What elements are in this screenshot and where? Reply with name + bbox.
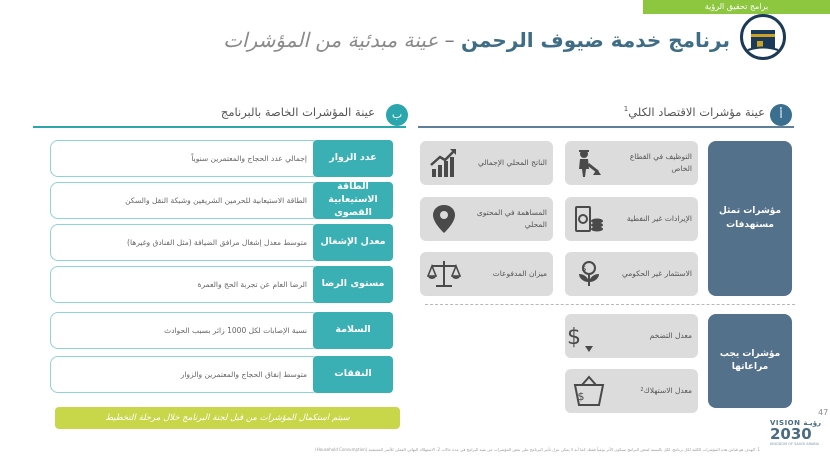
program-name: برنامج خدمة ضيوف الرحمن xyxy=(460,28,730,52)
scale-icon xyxy=(426,256,462,292)
kpi-description: الرضا العام عن تجربة الحج والعمرة xyxy=(50,266,320,303)
kpi-name: السلامة xyxy=(313,312,393,349)
consumption-label-text: معدل الاستهلاك xyxy=(643,386,692,396)
kpi-name: مستوى الرضا xyxy=(313,266,393,303)
growth-chart-icon xyxy=(426,145,462,181)
kpi-description: الطاقة الاستيعابية للحرمين الشريفين وشبكة النقل والسكن xyxy=(50,182,320,219)
indicator-consumption xyxy=(565,369,698,413)
title-subtitle: عينة مبدئية من المؤشرات xyxy=(223,28,439,52)
right-section-title-text: عينة مؤشرات الاقتصاد الكلي xyxy=(628,105,765,119)
planning-note: سيتم استكمال المؤشرات من قبل لجنة البرنامج خلال مرحلة التخطيط xyxy=(55,407,400,429)
kpi-description: متوسط معدل إشغال مرافق الضيافة (مثل الفنادق وغيرها) xyxy=(50,224,320,261)
basket-icon xyxy=(571,373,607,409)
right-section-divider xyxy=(418,126,794,128)
right-section-badge: أ xyxy=(770,104,792,126)
kpi-row-visitors xyxy=(50,140,393,177)
indicator-label: معدل التضخم xyxy=(649,331,692,341)
indicator-label: المساهمة في المحتوى المحلي xyxy=(476,208,547,229)
indicator-label: ميزان المدفوعات xyxy=(492,269,547,279)
kpi-row-occupancy xyxy=(50,224,393,261)
kpi-description: إجمالي عدد الحجاج والمعتمرين سنوياً xyxy=(50,140,320,177)
location-pin-icon xyxy=(426,201,462,237)
category-separator xyxy=(425,304,795,305)
indicator-nonoil-revenue xyxy=(565,197,698,241)
consumption-sup: 2 xyxy=(640,387,644,394)
indicator-label xyxy=(610,369,692,413)
right-section-title xyxy=(480,105,765,119)
left-section-badge: ب xyxy=(386,104,408,126)
left-section-divider xyxy=(33,126,406,128)
indicator-inflation xyxy=(565,314,698,358)
kaaba-logo-icon xyxy=(740,14,786,60)
kpi-row-safety xyxy=(50,312,393,349)
left-section-title: عينة المؤشرات الخاصة بالبرنامج xyxy=(220,105,375,119)
worker-icon xyxy=(571,145,607,181)
vision-year: 2030 xyxy=(770,425,812,443)
category-watch: مؤشرات يجب مراعاتها xyxy=(708,314,792,408)
svg-text:$: $ xyxy=(581,264,587,273)
investment-plant-icon xyxy=(571,256,607,292)
kpi-name: عدد الزوار xyxy=(313,140,393,177)
kpi-description: نسبة الإصابات لكل 1000 زائر بسبب الحوادث xyxy=(50,312,320,349)
title-dash: – xyxy=(444,28,455,52)
kpi-description: متوسط إنفاق الحجاج والمعتمرين والزوار xyxy=(50,356,320,393)
indicator-gdp xyxy=(420,141,553,185)
vision-subtitle: KINGDOM OF SAUDI ARABIA xyxy=(770,442,820,446)
kpi-row-expenses xyxy=(50,356,393,393)
indicator-label: التوظيف في القطاع الخاص xyxy=(629,152,692,173)
program-tag: برامج تحقيق الرؤية xyxy=(643,0,830,14)
page-number: 47 xyxy=(818,408,829,417)
indicator-label: الاستثمار غير الحكومي xyxy=(621,269,692,279)
kpi-name: معدل الإشغال xyxy=(313,224,393,261)
kpi-row-satisfaction xyxy=(50,266,393,303)
indicator-local-content xyxy=(420,197,553,241)
indicator-label: الإيرادات غير النفطية xyxy=(626,214,692,224)
kpi-row-capacity xyxy=(50,182,393,219)
page-title xyxy=(223,28,730,52)
indicator-label: الناتج المحلي الإجمالي xyxy=(477,158,547,168)
footnote: 1. الهدف هو قياس هذه المؤشرات الكلية لكل برنامج، لكل بالنسبة لبعض البرامج سيكون الأثر نوعياً فقط، كما أنه لا يمكن عزل تأثير البرنامج على بعض المؤشرات عن بقية البرامج في عدة حالات 2. الاستهلاك النهائي الفعلي للأسر المعيشية (Household Consumption) xyxy=(315,447,760,452)
vision-2030-logo xyxy=(770,419,826,463)
dollar-icon xyxy=(567,318,607,354)
kpi-name: النفقات xyxy=(313,356,393,393)
vision-arabic: رؤيـة xyxy=(803,419,822,427)
indicator-private-employment xyxy=(565,141,698,185)
right-section-title-sup: 1 xyxy=(623,105,629,114)
indicator-nongov-investment xyxy=(565,252,698,296)
svg-text:$: $ xyxy=(577,390,585,403)
category-targeted: مؤشرات تمثل مستهدفات xyxy=(708,141,792,296)
vision-word-text: VISION xyxy=(770,419,801,427)
money-icon xyxy=(571,201,607,237)
indicator-balance-payments xyxy=(420,252,553,296)
svg-text:$: $ xyxy=(567,325,581,350)
kpi-name: الطاقة الاستيعابية القصوى xyxy=(313,182,393,219)
